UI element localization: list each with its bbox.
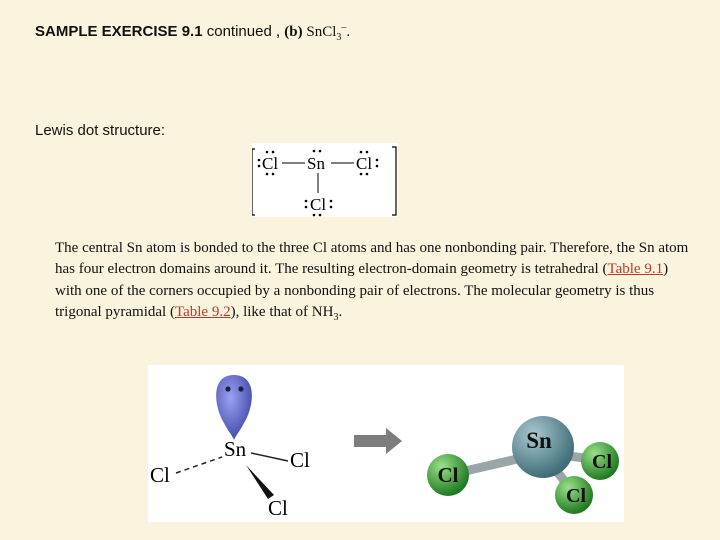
lewis-cl-left: Cl — [262, 154, 279, 173]
lewis-sn: Sn — [307, 154, 325, 173]
para-text-1: The central Sn atom is bonded to the three Cl atoms and has one nonbonding pair. Therefore, the Sn atom has four electron domains around it. The resulting electron-domain geometry is tetrahedral ( — [55, 240, 689, 278]
model-cl-right: Cl — [592, 451, 612, 473]
formula-subscript: 3 — [336, 32, 342, 43]
formula-end: . — [346, 24, 351, 40]
sketch-cl-bottom: Cl — [268, 496, 288, 520]
lewis-cl-bottom: Cl — [310, 195, 327, 214]
dashed-bond — [176, 457, 222, 473]
plain-bond — [251, 453, 288, 461]
para-text-2: ) with one of the corners occupied by a nonbonding pair of electrons. The molecular geometry is thus trigonal pyramidal ( — [55, 261, 669, 320]
model-sn: Sn — [526, 428, 552, 453]
sketch-cl-right: Cl — [290, 448, 310, 472]
para-text-3: ), like that of NH — [230, 303, 334, 320]
sketch-cl-left: Cl — [150, 463, 170, 487]
arrow-icon — [354, 428, 402, 454]
lewis-structure-diagram — [252, 143, 398, 217]
slide-title — [35, 22, 350, 43]
left-bracket — [252, 149, 255, 215]
para-text-4: . — [338, 303, 343, 320]
lone-pair-lobe — [216, 375, 252, 440]
formula-charge: – — [341, 22, 347, 33]
formula — [302, 22, 351, 43]
lewis-cl-right: Cl — [356, 154, 373, 173]
right-bracket — [392, 147, 396, 215]
part-label: (b) — [284, 24, 303, 40]
explanation-paragraph — [55, 238, 695, 328]
wedge-bond — [246, 465, 274, 499]
model-cl-left: Cl — [437, 463, 459, 487]
molecular-geometry-figure — [148, 365, 624, 522]
table-9-1-link[interactable]: Table 9.1 — [607, 261, 664, 278]
title-continued: continued , — [202, 23, 285, 40]
formula-base: SnCl — [302, 24, 337, 40]
table-9-2-link[interactable]: Table 9.2 — [174, 303, 231, 320]
exercise-label: SAMPLE EXERCISE 9.1 — [35, 23, 203, 40]
model-cl-bottom: Cl — [566, 485, 586, 507]
sketch-sn: Sn — [224, 437, 247, 461]
lewis-structure-label: Lewis dot structure: — [35, 122, 166, 139]
nh3-subscript: 3 — [333, 311, 339, 323]
